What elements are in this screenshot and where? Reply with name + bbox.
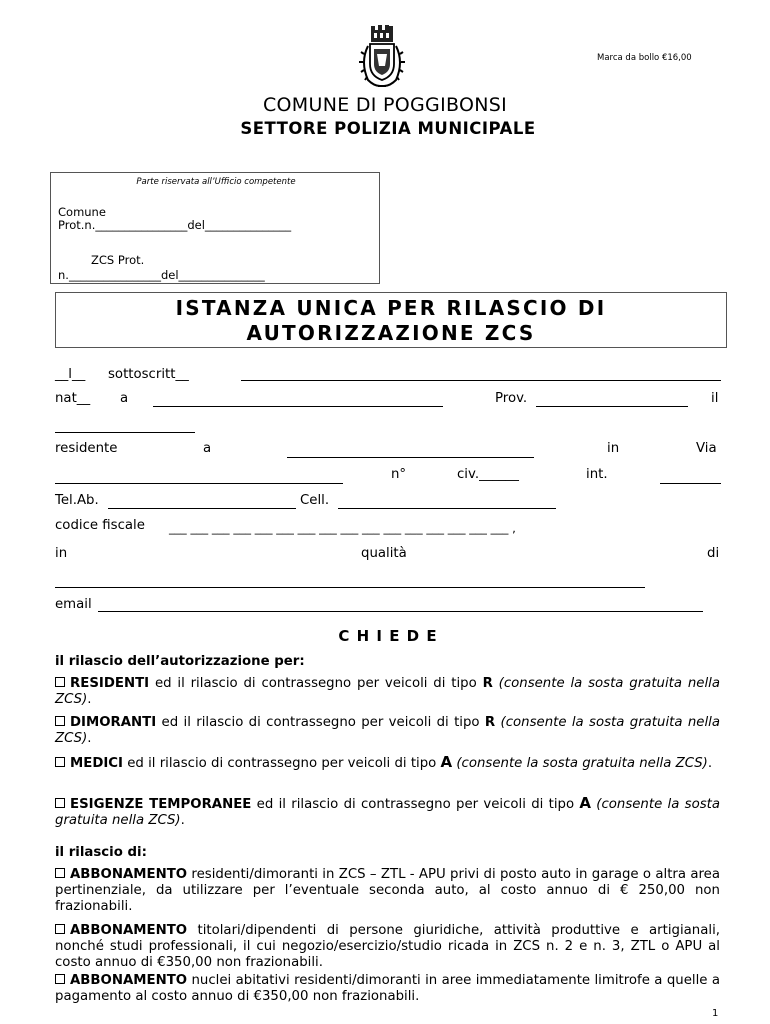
comune-title: COMUNE DI POGGIBONSI: [262, 94, 508, 116]
via-label: Via: [696, 441, 717, 456]
option-residenti[interactable]: RESIDENTI ed il rilascio di contrassegno per veicoli di tipo R (consente la sosta gratuita nella ZCS).: [55, 676, 720, 707]
section1-heading: il rilascio dell’autorizzazione per:: [55, 654, 305, 669]
in-qualita-in: in: [55, 546, 68, 561]
option-abbonamento-limitrofe[interactable]: ABBONAMENTO nuclei abitativi residenti/dimoranti in aree immediatamente limitrofe a quelle a pagamento al costo annuo di €350,00 non frazionabili.: [55, 973, 720, 1004]
checkbox-abbonamento-limitrofe[interactable]: [55, 974, 65, 984]
in-label: in: [607, 441, 620, 456]
il-label: il: [711, 391, 719, 406]
numero-label: n°: [391, 467, 407, 482]
birthplace-field[interactable]: [153, 406, 443, 407]
office-box-prot: Prot.n.________________del_______________: [58, 218, 292, 232]
settore-title: SETTORE POLIZIA MUNICIPALE: [240, 119, 536, 138]
birthdate-field[interactable]: [55, 432, 195, 433]
tel-label: Tel.Ab.: [55, 493, 99, 508]
title-box: [55, 292, 727, 348]
residente-a-label: a: [203, 441, 212, 456]
revenue-stamp-note: Marca da bollo €16,00: [597, 53, 692, 63]
interno-label: int.: [586, 467, 608, 482]
email-field[interactable]: [98, 611, 703, 612]
codice-fiscale-field[interactable]: ___ ___ ___ ___ ___ ___ ___ ___ ___ ___ ___ ___ ___ ___ ___ ___ ,: [169, 521, 516, 535]
sottoscritto-label: sottoscritt__: [108, 367, 189, 382]
codice-fiscale-label: codice fiscale: [55, 518, 145, 533]
municipal-crest: [358, 22, 406, 92]
street-field[interactable]: [55, 483, 343, 484]
prov-field[interactable]: [536, 406, 688, 407]
nato-label: nat__: [55, 391, 91, 406]
checkbox-abbonamento-attivita[interactable]: [55, 924, 65, 934]
cell-field[interactable]: [338, 508, 556, 509]
civico-field[interactable]: civ.______: [457, 467, 519, 482]
email-label: email: [55, 597, 92, 612]
office-box-caption: Parte riservata all’Ufficio competente: [136, 177, 296, 187]
checkbox-medici[interactable]: [55, 757, 65, 767]
residente-label: residente: [55, 441, 118, 456]
title-line-2: AUTORIZZAZIONE ZCS: [246, 321, 536, 345]
interno-field[interactable]: [660, 483, 721, 484]
tel-field[interactable]: [108, 508, 296, 509]
checkbox-esigenze-temporanee[interactable]: [55, 798, 65, 808]
nato-a-label: a: [120, 391, 129, 406]
in-qualita-di: di: [707, 546, 720, 561]
office-box-comune: Comune: [58, 205, 106, 219]
page-number: 1: [712, 1008, 719, 1019]
in-qualita-label: qualità: [361, 546, 407, 561]
qualita-field[interactable]: [55, 587, 645, 588]
name-field[interactable]: [241, 380, 721, 381]
option-dimoranti[interactable]: DIMORANTI ed il rilascio di contrassegno per veicoli di tipo R (consente la sosta gratuita nella ZCS).: [55, 715, 720, 746]
office-reserved-box: [50, 172, 380, 284]
office-box-zcs: ZCS Prot.: [91, 253, 145, 267]
cell-label: Cell.: [300, 493, 330, 508]
option-medici[interactable]: MEDICI ed il rilascio di contrassegno per veicoli di tipo A (consente la sosta gratuita nella ZCS).: [55, 754, 720, 772]
option-abbonamento-attivita[interactable]: ABBONAMENTO titolari/dipendenti di persone giuridiche, attività produttive e artigianali, nonché studi professionali, il cui negozio/esercizio/studio ricada in ZCS n. 2 e n. 3, ZTL o APU al costo annuo di €350,00 non frazionabili.: [55, 923, 720, 970]
residence-city-field[interactable]: [287, 457, 534, 458]
chiede-heading: C H I E D E: [338, 627, 438, 645]
title-line-1: ISTANZA UNICA PER RILASCIO DI: [175, 296, 607, 320]
checkbox-dimoranti[interactable]: [55, 716, 65, 726]
sottoscritto-prefix: __l__: [55, 367, 86, 382]
section2-heading: il rilascio di:: [55, 845, 147, 860]
option-esigenze-temporanee[interactable]: ESIGENZE TEMPORANEE ed il rilascio di contrassegno per veicoli di tipo A (consente la sosta gratuita nella ZCS).: [55, 794, 720, 828]
checkbox-residenti[interactable]: [55, 677, 65, 687]
checkbox-abbonamento-residenti[interactable]: [55, 868, 65, 878]
prov-label: Prov.: [495, 391, 528, 406]
option-abbonamento-residenti[interactable]: ABBONAMENTO residenti/dimoranti in ZCS – ZTL - APU privi di posto auto in garage o altra area pertinenziale, da utilizzare per l’eventuale seconda auto, al costo annuo di € 250,00 non frazionabili.: [55, 867, 720, 914]
office-box-zcs-prot: n.________________del_______________: [58, 268, 265, 282]
